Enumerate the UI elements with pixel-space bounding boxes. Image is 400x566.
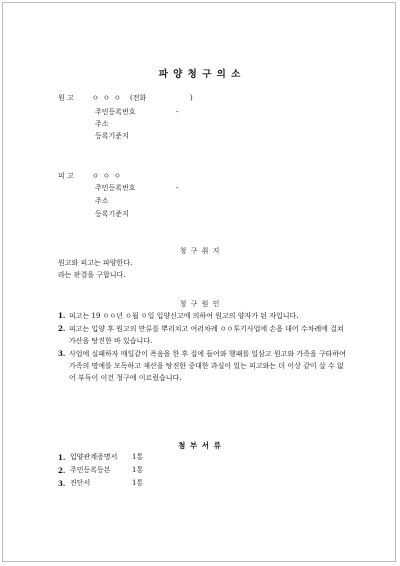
attachments-heading: 첨 부 서 류: [178, 441, 222, 450]
plaintiff-rrn-dash: -: [176, 108, 179, 116]
attachment-number: 1.: [58, 453, 66, 462]
cause-item: [58, 323, 350, 347]
attachment-qty: 1통: [132, 453, 144, 461]
cause-list: [58, 310, 350, 384]
attachment-number: 3.: [58, 479, 66, 488]
defendant-domicile-label: 등록기준지: [95, 210, 129, 218]
document-title: 파 양 청 구 의 소: [158, 69, 242, 80]
cause-item-number: 3.: [58, 349, 66, 358]
cause-item-text: 피고는 19 ㅇㅇ년 ㅇ월 ㅇ일 입양신고에 의하여 원고의 양자가 된 자입니다.: [69, 312, 299, 320]
claim-line-2: 라는 판결을 구합니다.: [58, 271, 126, 279]
defendant-rrn-label: 주민등록번호: [95, 184, 136, 192]
cause-item-text: 사업에 실패하자 매일같이 폭음을 한 후 집에 들어와 행패를 일삼고 원고와 가족을 구타하여 가족의 명예를 모독하고 재산을 탕진한 중대한 과실이 있는 피고와는 더 이상 같이 살 수 없어 부득이 이건 청구에 이르렀습니다.: [69, 350, 346, 382]
attachment-number: 2.: [58, 466, 66, 475]
attachment-qty: 1통: [132, 466, 144, 474]
defendant-address-label: 주소: [95, 197, 109, 205]
cause-item-number: 2.: [58, 324, 66, 333]
cause-heading: 청 구 원 인: [179, 300, 221, 308]
defendant-name: ㅇ ㅇ ㅇ: [92, 172, 122, 180]
defendant-role-label: 피 고: [58, 172, 74, 180]
defendant-rrn-dash: -: [176, 184, 179, 192]
plaintiff-rrn-label: 주민등록번호: [95, 108, 136, 116]
plaintiff-domicile-label: 등록기준지: [95, 132, 129, 140]
plaintiff-phone-label: (전화: [130, 94, 147, 102]
plaintiff-phone-close: ): [190, 94, 193, 102]
claim-heading: 청 구 취 지: [179, 247, 221, 255]
claim-line-1: 원고와 피고는 파양한다.: [58, 259, 133, 267]
cause-item-text: 피고는 입양 후 원고의 만류를 뿌리치고 여러차례 ㅇㅇ투기사업에 손을 대어 수차례에 걸쳐 가산을 탕진한 바 있습니다.: [69, 325, 344, 345]
cause-item-number: 1.: [58, 311, 66, 320]
attachment-name: 입양관계증명서: [70, 453, 118, 461]
plaintiff-name: ㅇ ㅇ ㅇ: [92, 94, 122, 102]
plaintiff-address-label: 주소: [95, 120, 109, 128]
attachment-qty: 1통: [132, 479, 144, 487]
attachment-name: 주민등록등본: [70, 466, 111, 474]
plaintiff-role-label: 원 고: [58, 94, 74, 102]
cause-item: [58, 310, 350, 322]
cause-item: [58, 348, 350, 384]
page-border: [2, 2, 396, 562]
attachment-name: 진단서: [70, 479, 91, 487]
